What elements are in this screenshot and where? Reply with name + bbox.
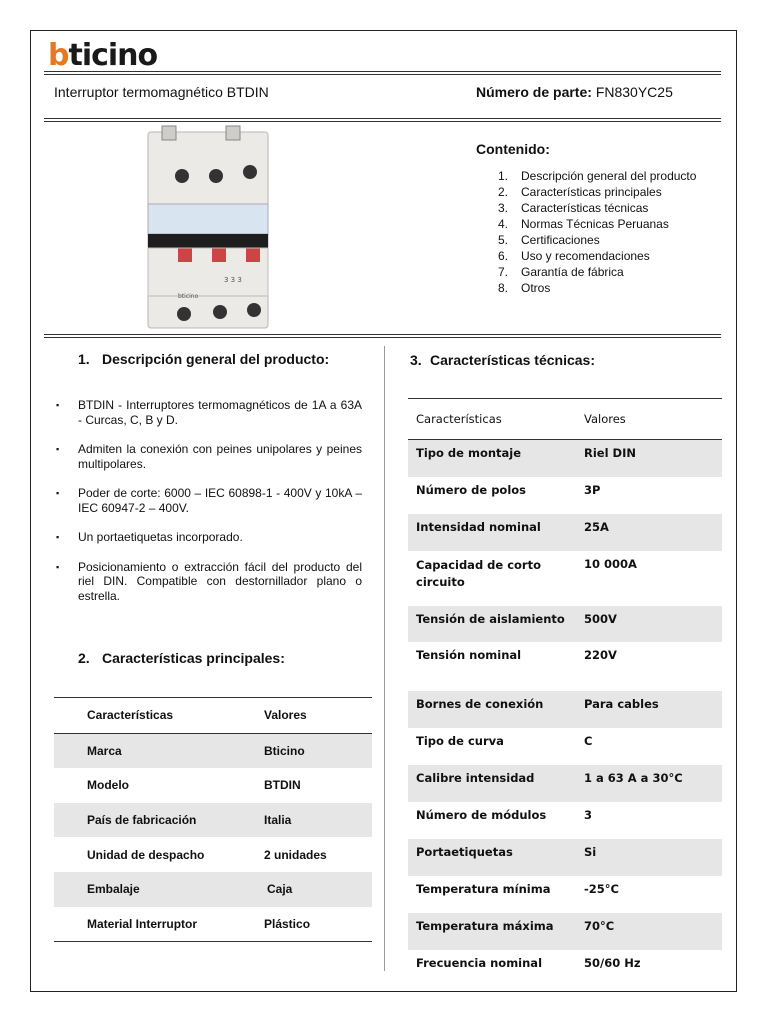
bullet-item: ▪ Admiten la conexión con peines unipolares y peines multipolares. [54, 442, 362, 471]
toc-item: 6. Uso y recomendaciones [498, 249, 650, 263]
bullet-item: ▪ Poder de corte: 6000 – IEC 60898-1 - 400V y 10kA – IEC 60947-2 – 400V. [54, 486, 362, 515]
toc-item: 5. Certificaciones [498, 233, 600, 247]
svg-text:3 3 3: 3 3 3 [224, 276, 242, 284]
table-row: Marca Bticino [54, 733, 372, 768]
table-row: Tensión de aislamiento 500V [408, 606, 722, 642]
header-rule [44, 71, 721, 75]
table-row: Temperatura mínima -25°C [416, 881, 619, 896]
table-row: Embalaje Caja [54, 872, 372, 907]
section3-heading: 3. Características técnicas: [410, 352, 595, 368]
table-row: Frecuencia nominal 50/60 Hz [416, 955, 641, 970]
product-title: Interruptor termomagnético BTDIN [54, 84, 269, 100]
main-characteristics-table [54, 697, 372, 942]
table-row: Modelo BTDIN [87, 778, 301, 793]
table-row: Capacidad de corto circuito 10 000A [416, 556, 637, 589]
bticino-logo: bticino [48, 38, 158, 73]
section2-heading: 2. Características principales: [78, 650, 285, 666]
table-row: Tensión nominal 220V [416, 647, 617, 662]
bullet-item: ▪ Posicionamiento o extracción fácil del producto del riel DIN. Compatible con destornillador plano o estrella. [54, 560, 362, 604]
toc-item: 7. Garantía de fábrica [498, 265, 624, 279]
toc-item: 4. Normas Técnicas Peruanas [498, 217, 669, 231]
toc-item: 8. Otros [498, 281, 551, 295]
section1-bullets [54, 398, 362, 618]
svg-text:bticino: bticino [178, 293, 199, 300]
toc-item: 2. Características principales [498, 185, 662, 199]
table-header-row: Características Valores [408, 399, 722, 440]
table-header-row: Características Valores [54, 698, 372, 734]
bullet-item: ▪ BTDIN - Interruptores termomagnéticos de 1A a 63A - Curcas, C, B y D. [54, 398, 362, 427]
table-row: Portaetiquetas Si [408, 839, 722, 876]
part-number [476, 84, 673, 100]
technical-characteristics-table [408, 398, 722, 987]
toc-item: 1. Descripción general del producto [498, 169, 697, 183]
column-divider [384, 346, 385, 971]
part-label: Número de parte: [476, 84, 592, 100]
table-row: Número de polos 3P [416, 482, 601, 497]
table-of-contents [498, 168, 696, 296]
table-row: Número de módulos 3 [416, 807, 593, 822]
bullet-item: ▪ Un portaetiquetas incorporado. [54, 530, 362, 545]
table-row: País de fabricación Italia [54, 803, 372, 838]
contents-title: Contenido: [476, 141, 550, 157]
section1-heading: 1. Descripción general del producto: [78, 351, 330, 367]
table-row: Intensidad nominal 25A [408, 514, 722, 551]
table-row: Calibre intensidad 1 a 63 A a 30°C [408, 765, 722, 802]
part-value: FN830YC25 [595, 84, 673, 100]
table-row: Tipo de curva C [416, 733, 593, 748]
section-rule [44, 334, 721, 338]
table-row: Unidad de despacho 2 unidades [87, 847, 327, 862]
breaker-product-image [140, 122, 276, 334]
table-row: Material Interruptor Plástico [87, 916, 311, 931]
table-row: Temperatura máxima 70°C [408, 913, 722, 950]
table-row: Bornes de conexión Para cables [408, 691, 722, 728]
toc-item: 3. Características técnicas [498, 201, 649, 215]
table-row: Tipo de montaje Riel DIN [408, 440, 722, 477]
